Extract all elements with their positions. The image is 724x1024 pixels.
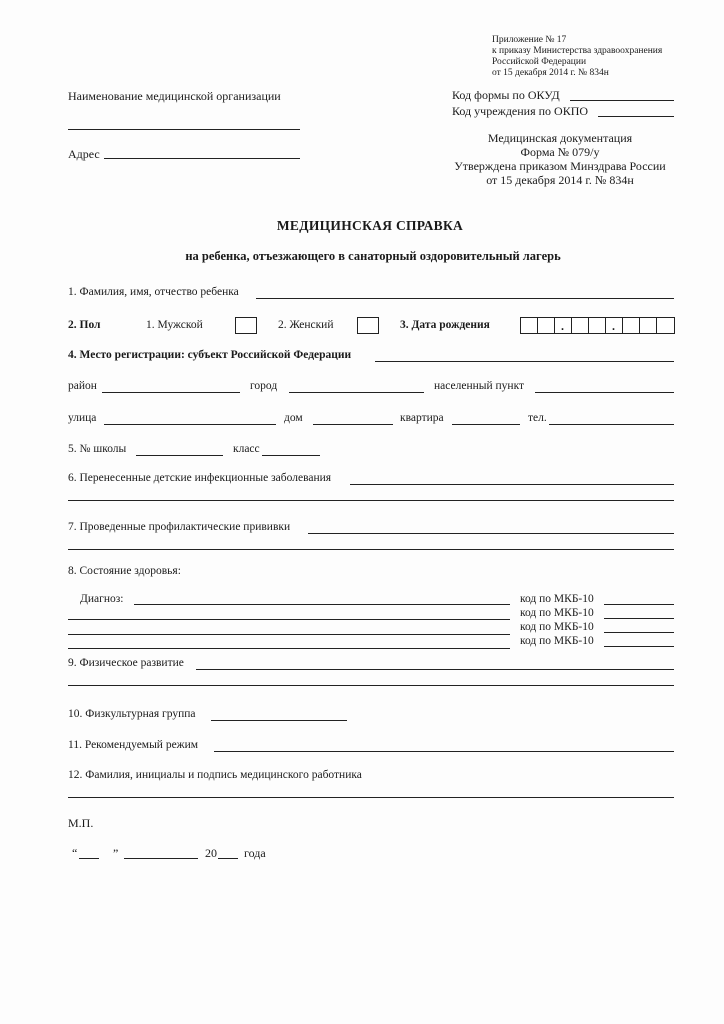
vaccinations-field-2[interactable] — [68, 549, 674, 550]
address-label: Адрес — [68, 147, 100, 161]
form-info-doc: Медицинская документация — [487, 131, 633, 145]
mkb-field-2[interactable] — [604, 618, 674, 619]
diagnosis-label: Диагноз: — [80, 593, 124, 605]
form-info-number: Форма № 079/у — [520, 145, 600, 159]
date-year-prefix: 20 — [205, 846, 217, 860]
city-label: город — [250, 380, 278, 392]
date-year-suffix: года — [244, 846, 266, 860]
child-name-label: 1. Фамилия, имя, отчество ребенка — [68, 286, 239, 298]
school-field[interactable] — [136, 455, 223, 456]
mkb-label-3: код по МКБ-10 — [520, 621, 594, 633]
birth-date-dot-2: . — [612, 319, 615, 333]
date-quote-close: ” — [113, 846, 119, 860]
infections-field[interactable] — [350, 484, 674, 485]
physical-development-field-2[interactable] — [68, 685, 674, 686]
okpo-label: Код учреждения по ОКПО — [452, 104, 589, 118]
diagnosis-field-1[interactable] — [134, 604, 510, 605]
settlement-field[interactable] — [535, 392, 674, 393]
stamp-label: М.П. — [68, 816, 94, 830]
grade-label: класс — [233, 443, 260, 455]
settlement-label: населенный пункт — [434, 380, 525, 392]
address-field[interactable] — [104, 158, 300, 159]
phone-label: тел. — [528, 412, 547, 424]
phone-field[interactable] — [549, 424, 674, 425]
sex-female-label: 2. Женский — [278, 319, 334, 331]
sex-male-checkbox[interactable] — [235, 317, 257, 334]
mkb-field-1[interactable] — [604, 604, 674, 605]
diagnosis-field-4[interactable] — [68, 648, 510, 649]
appendix-number: Приложение № 17 — [492, 35, 567, 45]
document-title: МЕДИЦИНСКАЯ СПРАВКА — [276, 218, 464, 233]
recommended-regime-label: 11. Рекомендуемый режим — [68, 739, 199, 751]
vaccinations-label: 7. Проведенные профилактические прививки — [68, 521, 291, 533]
child-name-field[interactable] — [256, 298, 674, 299]
street-field[interactable] — [104, 424, 276, 425]
mkb-label-4: код по МКБ-10 — [520, 635, 594, 647]
pe-group-label: 10. Физкультурная группа — [68, 708, 196, 720]
apartment-field[interactable] — [452, 424, 520, 425]
medic-signature-field[interactable] — [68, 797, 674, 798]
document-subtitle: на ребенка, отъезжающего в санаторный оздоровительный лагерь — [185, 249, 561, 263]
diagnosis-field-3[interactable] — [68, 634, 510, 635]
infections-field-2[interactable] — [68, 500, 674, 501]
registration-region-field[interactable] — [375, 361, 674, 362]
date-quote-open: “ — [72, 846, 78, 860]
appendix-date: от 15 декабря 2014 г. № 834н — [492, 68, 609, 78]
house-field[interactable] — [313, 424, 393, 425]
birth-date-label: 3. Дата рождения — [400, 319, 490, 331]
okud-label: Код формы по ОКУД — [452, 88, 560, 102]
mkb-field-4[interactable] — [604, 646, 674, 647]
mkb-label-1: код по МКБ-10 — [520, 593, 594, 605]
infections-label: 6. Перенесенные детские инфекционные заболевания — [68, 472, 332, 484]
mkb-field-3[interactable] — [604, 632, 674, 633]
org-name-field[interactable] — [68, 129, 300, 130]
apartment-label: квартира — [400, 412, 444, 424]
form-info-approved: Утверждена приказом Минздрава России — [454, 159, 666, 173]
birth-year-digit-3[interactable] — [656, 317, 675, 334]
appendix-order: к приказу Министерства здравоохранения — [492, 46, 663, 56]
diagnosis-field-2[interactable] — [68, 619, 510, 620]
vaccinations-field[interactable] — [308, 533, 674, 534]
okud-field[interactable] — [570, 100, 674, 101]
physical-development-label: 9. Физическое развитие — [68, 657, 184, 669]
house-label: дом — [284, 412, 303, 424]
birth-date-dot-1: . — [561, 319, 564, 333]
sex-female-checkbox[interactable] — [357, 317, 379, 334]
form-info-date: от 15 декабря 2014 г. № 834н — [486, 173, 634, 187]
recommended-regime-field[interactable] — [214, 751, 674, 752]
mkb-label-2: код по МКБ-10 — [520, 607, 594, 619]
sex-male-label: 1. Мужской — [146, 319, 203, 331]
org-name-label: Наименование медицинской организации — [68, 89, 281, 103]
city-field[interactable] — [289, 392, 424, 393]
date-day-field[interactable] — [79, 858, 99, 859]
date-year-field[interactable] — [218, 858, 238, 859]
sex-label: 2. Пол — [68, 319, 101, 331]
street-label: улица — [68, 412, 97, 424]
appendix-federation: Российской Федерации — [492, 57, 587, 67]
physical-development-field[interactable] — [196, 669, 674, 670]
okpo-field[interactable] — [598, 116, 674, 117]
district-field[interactable] — [102, 392, 240, 393]
date-month-field[interactable] — [124, 858, 198, 859]
school-label: 5. № школы — [68, 443, 127, 455]
pe-group-field[interactable] — [211, 720, 347, 721]
district-label: район — [68, 380, 97, 392]
grade-field[interactable] — [262, 455, 320, 456]
medic-signature-label: 12. Фамилия, инициалы и подпись медицинского работника — [68, 769, 362, 781]
health-status-label: 8. Состояние здоровья: — [68, 565, 181, 577]
registration-label: 4. Место регистрации: субъект Российской Федерации — [68, 349, 352, 361]
